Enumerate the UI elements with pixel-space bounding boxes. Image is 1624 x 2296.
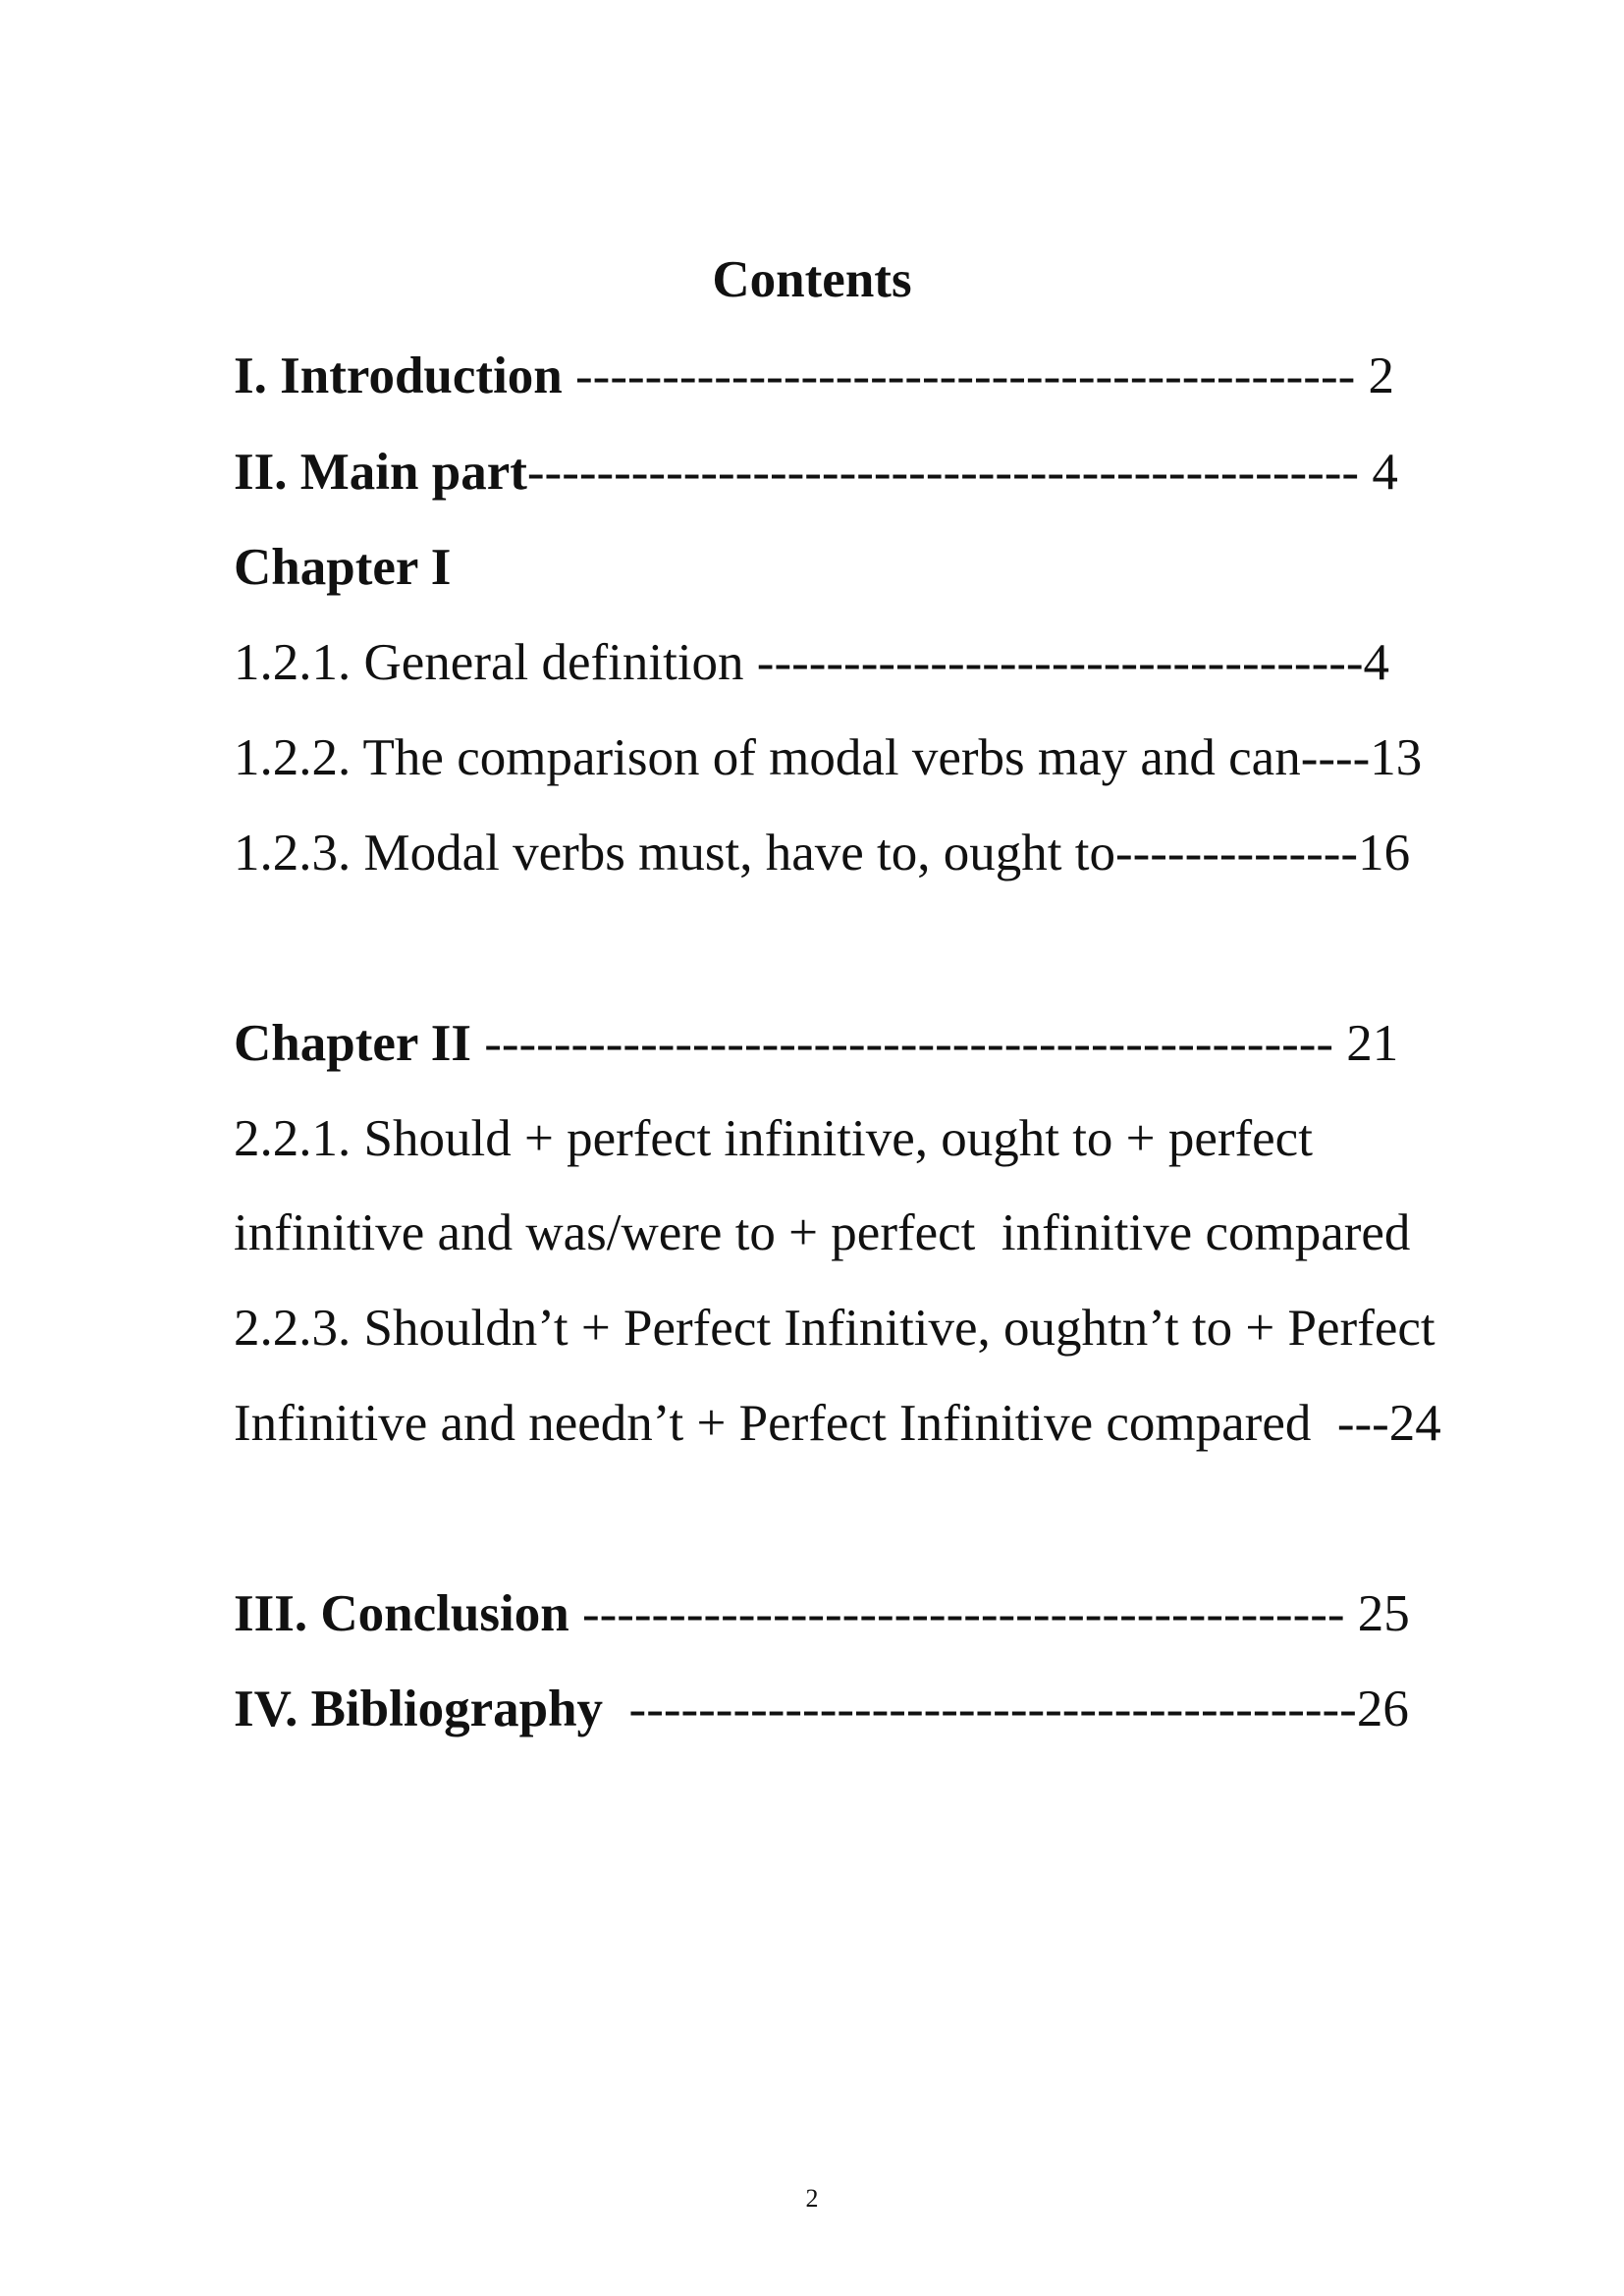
toc-entry-chapter-2	[234, 1009, 1398, 1078]
toc-entry-1-2-1: 1.2.1. General definition -----------------------------------4	[234, 634, 1390, 691]
toc-heading-introduction: I. Introduction	[234, 347, 563, 404]
toc-entry-main-part	[234, 438, 1398, 507]
toc-entry-bibliography	[234, 1675, 1409, 1743]
page-number: 2	[805, 2184, 819, 2213]
toc-entry-2-2-1-line-2: infinitive and was/were to + perfect infinitive compared	[234, 1204, 1411, 1261]
toc-entry-conclusion	[234, 1579, 1410, 1648]
page-title: Contents	[712, 251, 912, 308]
toc-leader-main-part: ------------------------------------------------ 4	[526, 444, 1398, 501]
toc-leader-conclusion: -------------------------------------------- 25	[568, 1585, 1410, 1642]
toc-entry-introduction	[234, 342, 1394, 410]
toc-entry-2-2-1-line-1: 2.2.1. Should + perfect infinitive, ought to + perfect	[234, 1110, 1313, 1167]
toc-leader-introduction: --------------------------------------------- 2	[562, 347, 1395, 404]
toc-entry-2-2-3-line-2: Infinitive and needn’t + Perfect Infinitive compared ---24	[234, 1395, 1441, 1452]
toc-heading-main-part: II. Main part	[234, 444, 527, 501]
toc-entry-1-2-2: 1.2.2. The comparison of modal verbs may and can----13	[234, 729, 1423, 786]
toc-leader-bibliography: ------------------------------------------26	[603, 1681, 1409, 1737]
toc-heading-chapter-2: Chapter II	[234, 1015, 471, 1072]
toc-heading-bibliography: IV. Bibliography	[234, 1681, 604, 1737]
toc-heading-chapter-1: Chapter I	[234, 539, 452, 596]
toc-heading-conclusion: III. Conclusion	[234, 1585, 569, 1642]
toc-leader-chapter-2: ------------------------------------------------- 21	[470, 1015, 1399, 1072]
toc-entry-2-2-3-line-1: 2.2.3. Shouldn’t + Perfect Infinitive, oughtn’t to + Perfect	[234, 1300, 1435, 1357]
toc-entry-1-2-3: 1.2.3. Modal verbs must, have to, ought to--------------16	[234, 825, 1411, 881]
